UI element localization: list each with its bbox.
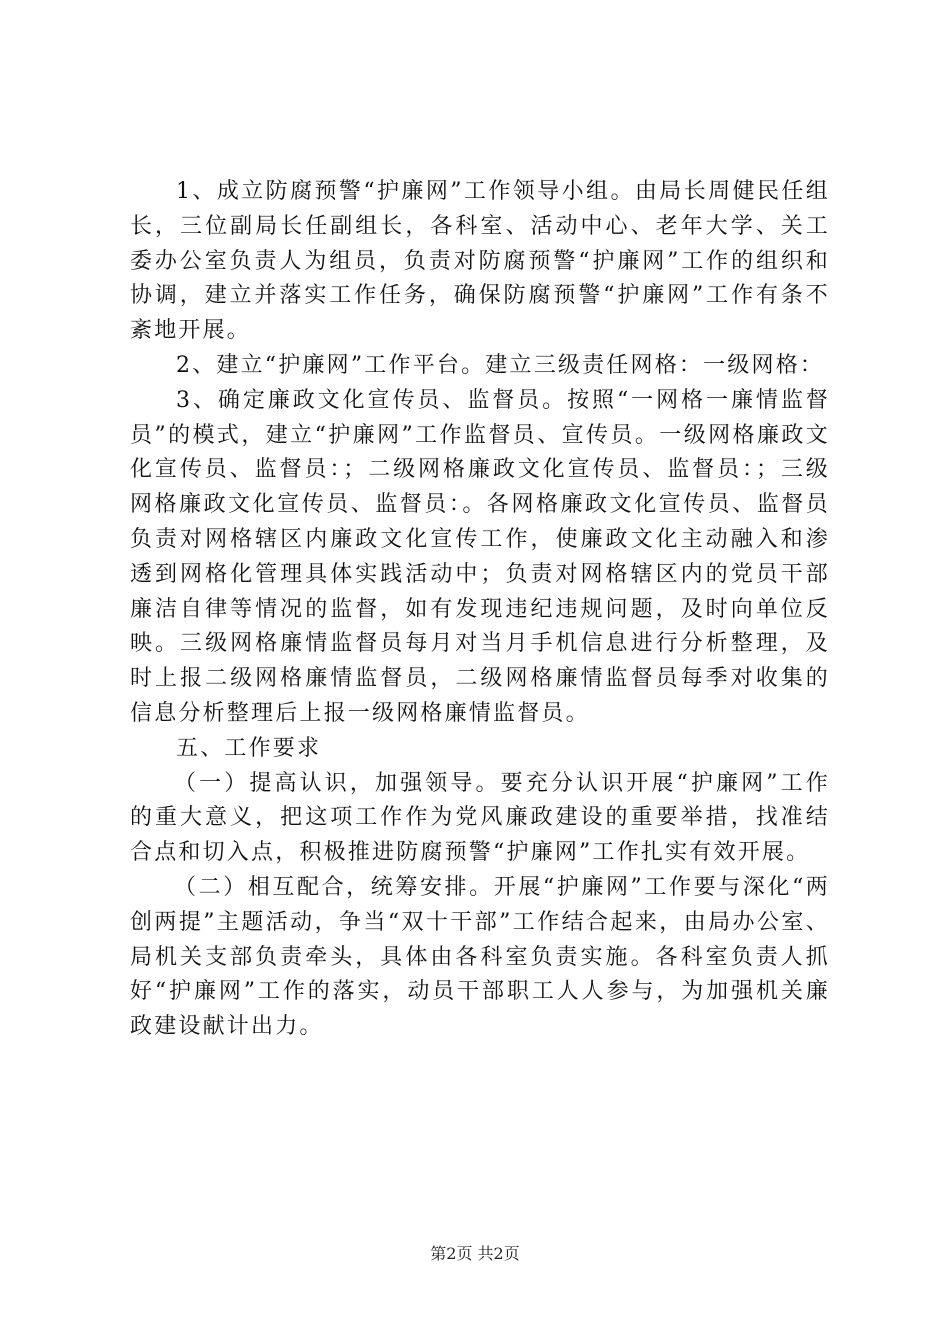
paragraph-requirement-1: （一）提高认识，加强领导。要充分认识开展“护廉网”工作的重大意义，把这项工作作为党风廉政建设的重要举措，找准结合点和切入点，积极推进防腐预警“护廉网”工作扎实有效开展。 [130,770,830,866]
page-number-footer: 第2页 共2页 [430,1244,520,1263]
paragraph-supervisors: 3、确定廉政文化宣传员、监督员。按照“一网格一廉情监督员”的模式，建立“护廉网”工作监督员、宣传员。一级网格廉政文化宣传员、监督员：；二级网格廉政文化宣传员、监督员：；三级网格廉政文化宣传员、监督员：。各网格廉政文化宣传员、监督员负责对网格辖区内廉政文化宣传工作，使廉政文化主动融入和渗透到网格化管理具体实践活动中；负责对网格辖区内的党员干部廉洁自律等情况的监督，如有发现违纪违规问题，及时向单位反映。三级网格廉情监督员每月对当月手机信息进行分析整理，及时上报二级网格廉情监督员，二级网格廉情监督员每季对收集的信息分析整理后上报一级网格廉情监督员。 [130,387,830,726]
paragraph-work-platform: 2、建立“护廉网”工作平台。建立三级责任网格：一级网格： [176,352,825,378]
paragraph-requirement-2: （二）相互配合，统筹安排。开展“护廉网”工作要与深化“两创两提”主题活动，争当“双十干部”工作结合起来，由局办公室、局机关支部负责牵头，具体由各科室负责实施。各科室负责人抓好“护廉网”工作的落实，动员干部职工人人参与，为加强机关廉政建设献计出力。 [130,874,830,1040]
paragraph-leading-group: 1、成立防腐预警“护廉网”工作领导小组。由局长周健民任组长，三位副局长任副组长，各科室、活动中心、老年大学、关工委办公室负责人为组员，负责对防腐预警“护廉网”工作的组织和协调，建立并落实工作任务，确保防腐预警“护廉网”工作有条不紊地开展。 [130,179,830,344]
section-heading-requirements: 五、工作要求 [176,735,322,761]
document-body [130,175,830,1045]
